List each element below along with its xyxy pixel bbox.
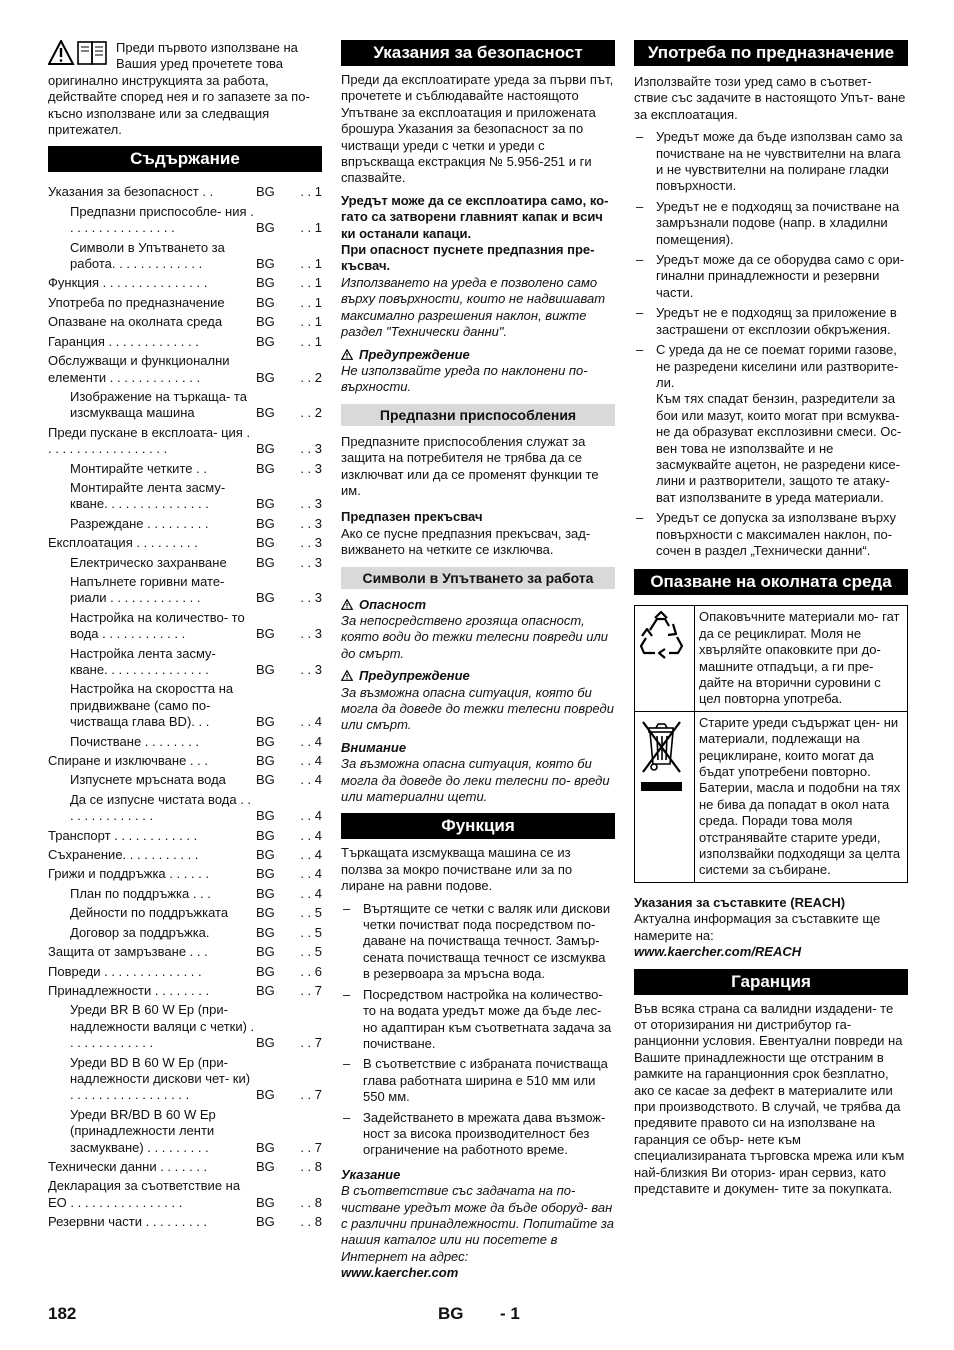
switch-text: Ако се пусне предпазния прекъсвач, зад- вижването на четките се изключва.: [341, 525, 591, 558]
toc-entry-lang: BG: [256, 184, 275, 200]
toc-entry-lang: BG: [256, 590, 275, 606]
toc-entry-page: . . 6: [300, 963, 322, 979]
toc-entry[interactable]: [48, 535, 322, 551]
toc-entry-title: Експлоатация . . . . . . . . .: [48, 535, 198, 551]
toc-entry-page: . . 5: [300, 924, 322, 940]
toc-entry-lang: BG: [256, 460, 275, 476]
toc-entry-title: Преди пускане в експлоата- ция . . . . . . . . . . . . . . . . . .: [48, 424, 251, 457]
toc-entry[interactable]: [48, 1214, 322, 1230]
toc-entry-lang: BG: [256, 905, 275, 921]
toc-entry-lang: BG: [256, 626, 275, 642]
toc-entry-title: Настройка на количество- то вода . . . . . . . . . . . .: [70, 609, 245, 642]
toc-entry[interactable]: [48, 681, 322, 730]
toc-entry-lang: BG: [256, 847, 275, 863]
toc-entry-lang: BG: [256, 1139, 275, 1155]
toc-entry-lang: BG: [256, 1214, 275, 1230]
recycling-icon: [638, 610, 685, 660]
toc-entry-lang: BG: [256, 220, 275, 236]
toc-entry-title: Уреди BD B 60 W Ep (при- надлежности дискови чет- ки) . . . . . . . . . . . . . . . . .: [70, 1054, 251, 1103]
list-item: – Уредът се допуска за използване върху повърхности с максимален наклон, по- сочен в раздел „Технически данни“.: [634, 510, 908, 559]
toc-entry-title: Указания за безопасност . .: [48, 184, 214, 200]
toc-entry-page: . . 3: [300, 662, 322, 677]
function-list: [341, 901, 615, 1159]
toc-entry[interactable]: [48, 389, 322, 422]
toc-entry-page: . . 4: [300, 827, 322, 843]
environment-table: [634, 605, 908, 883]
list-item: – Задействането в мрежата дава възмож- ност за висока производителност без ограничение на работното време.: [341, 1110, 615, 1159]
list-item: – Уредът може да бъде използван само за почистване на не чувствителни на влага и не чувствителни на полиране гладки повърхности.: [634, 129, 908, 195]
toc-entry-title: Технически данни . . . . . . .: [48, 1158, 208, 1174]
toc-entry[interactable]: [48, 925, 322, 941]
safety-paragraph-3: При опасност пуснете предпазния пре- късвач.: [341, 242, 595, 274]
toc-entry-title: Уреди BR B 60 W Ep (при- надлежности валяци с четки) . . . . . . . . . . . . .: [70, 1002, 255, 1051]
toc-entry-lang: BG: [256, 333, 275, 349]
table-of-contents: [48, 184, 322, 1230]
toc-entry-page: . . 7: [300, 1139, 322, 1155]
toc-entry-lang: BG: [256, 753, 275, 769]
toc-entry[interactable]: [48, 204, 322, 237]
toc-entry-title: Предпазни приспособле- ния . . . . . . . . . . . . . . . .: [70, 203, 254, 236]
toc-entry-page: . . 4: [300, 733, 322, 749]
toc-entry-title: Монтирайте четките . .: [70, 460, 207, 476]
toc-entry-page: . . 4: [300, 885, 322, 901]
toc-entry[interactable]: [48, 353, 322, 386]
toc-entry[interactable]: [48, 480, 322, 513]
toc-entry[interactable]: [48, 1002, 322, 1051]
toc-entry-title: Изображение на търкаща- та изсмукваща машина: [70, 388, 247, 421]
toc-entry-title: Дейности по поддръжката: [70, 905, 229, 921]
reach-text: Актуална информация за съставките ще намерите на:: [634, 911, 881, 943]
reach-url[interactable]: www.kaercher.com/REACH: [634, 944, 802, 960]
toc-entry-lang: BG: [256, 554, 275, 570]
toc-entry-page: . . 1: [300, 184, 322, 200]
toc-entry[interactable]: [48, 184, 322, 200]
intro-text: Преди първото използване на Вашия уред прочетете това оригинално инструкцията за работа, действайте според нея и го запазете за по-късно използване или за следващия притежател.: [48, 40, 310, 138]
toc-entry-lang: BG: [256, 441, 275, 457]
toc-entry-title: Обслужващи и функционални елементи . . . . . . . . . . . . .: [48, 353, 230, 385]
list-item-extra: Към тях спадат бензин, разредители за бои или мазут, които могат при всмуква- не да образуват експлозивни смеси. Ос- вен това не използвайте и не засмуквайте ацетон, не разредени кисе- лини и разтворители, защото те атаку- ват използваните в уреда материали.: [656, 391, 902, 505]
weee-text: Старите уреди съдържат цен- ни материали, подлежащи на рециклиране, които могат да бъдат употребени повторно. Батерии, масла и подобни на тях не бива да попадат в окол ната среда. Поради това моля отстранявайте старите уреди, използвайки подходящи за целта системи за събиране.: [695, 711, 908, 882]
toc-entry-lang: BG: [256, 535, 275, 551]
toc-entry-lang: BG: [256, 294, 275, 310]
toc-entry-lang: BG: [256, 733, 275, 749]
toc-entry-title: Да се изпусне чистата вода . . . . . . . . . . . . . .: [70, 791, 252, 824]
toc-entry-lang: BG: [256, 1087, 275, 1103]
danger-triangle-icon: [341, 599, 353, 610]
warning-triangle-icon: [341, 670, 353, 681]
toc-entry-page: . . 3: [300, 590, 322, 606]
toc-entry-lang: BG: [256, 827, 275, 843]
toc-entry-page: . . 4: [300, 808, 322, 824]
toc-entry-page: . . 2: [300, 405, 322, 421]
toc-entry-lang: BG: [256, 275, 275, 291]
toc-entry-title: Настройка лента засму- кване. . . . . . . . . . . . . . .: [70, 645, 216, 677]
toc-entry[interactable]: [48, 905, 322, 921]
toc-entry-title: Защита от замръзване . . .: [48, 944, 208, 960]
toc-entry[interactable]: [48, 461, 322, 477]
environment-heading: Опазване на околната среда: [634, 569, 908, 595]
list-item: – С уреда да не се поемат горими газове, не разредени киселини или разтворите- ли. Към тях спадат бензин, разредители за бои или мазут, които могат при всмуква- не да образуват експлозивни смеси. Ос- вен това не използвайте и не засмуквайте ацетон, не разредени кисе- лини и разтворители, защото те атаку- ват използваните в уреда материали.: [634, 342, 908, 506]
intro-block: [48, 40, 322, 138]
warranty-heading: Гаранция: [634, 969, 908, 995]
toc-entry[interactable]: [48, 847, 322, 863]
caution-text: За възможна опасна ситуация, която би могла да доведе до леки телесни по- вреди или материални щети.: [341, 756, 610, 805]
column-left: [48, 40, 322, 1234]
recycling-text: Опаковъчните материали мо- гат да се рециклират. Моля не хвърляйте опаковките при до- машните отпадъци, а ги пре- дайте на вторични суровини с цел повторна употреба.: [695, 606, 908, 711]
toc-entry[interactable]: [48, 314, 322, 330]
toc-entry[interactable]: [48, 753, 322, 769]
toc-entry-title: Електрическо захранване: [70, 554, 227, 570]
toc-entry-title: Почистване . . . . . . . .: [70, 733, 199, 749]
toc-entry-page: . . 7: [300, 1035, 322, 1051]
toc-entry-lang: BG: [256, 496, 275, 512]
function-heading: Функция: [341, 813, 615, 839]
toc-entry[interactable]: [48, 1107, 322, 1156]
toc-entry[interactable]: [48, 574, 322, 607]
toc-entry-page: . . 4: [300, 753, 322, 769]
toc-entry-title: Договор за поддръжка.: [70, 924, 210, 940]
toc-entry-title: Принадлежности . . . . . . . .: [48, 982, 210, 998]
intended-heading: Употреба по предназначение: [634, 40, 908, 66]
danger-label: Опасност: [341, 597, 615, 613]
toc-entry[interactable]: [48, 1055, 322, 1104]
toc-entry-lang: BG: [256, 1158, 275, 1174]
toc-entry-page: . . 3: [300, 515, 322, 531]
toc-entry-title: Опазване на околната среда: [48, 314, 223, 330]
toc-entry-title: Гаранция . . . . . . . . . . . . .: [48, 333, 199, 349]
toc-entry[interactable]: [48, 964, 322, 980]
toc-entry-page: . . 4: [300, 847, 322, 863]
toc-entry-title: Настройка на скоростта на придвижване (само по- чистваща глава BD). . .: [70, 681, 234, 730]
toc-entry-title: Разреждане . . . . . . . . .: [70, 515, 209, 531]
warning-label: Предупреждение: [341, 668, 615, 684]
warning-triangle-icon: [341, 349, 353, 360]
toc-entry[interactable]: [48, 295, 322, 311]
toc-entry-title: Грижи и поддръжка . . . . . .: [48, 866, 209, 882]
table-row: [635, 606, 908, 711]
toc-entry-lang: BG: [256, 982, 275, 998]
toc-entry-page: . . 7: [300, 1087, 322, 1103]
toc-entry-page: . . 3: [300, 496, 322, 512]
devices-heading: Предпазни приспособления: [341, 404, 615, 426]
toc-entry[interactable]: [48, 944, 322, 960]
toc-entry-page: . . 3: [300, 626, 322, 642]
intended-list: [634, 129, 908, 559]
toc-entry[interactable]: [48, 425, 322, 458]
toc-entry-page: . . 1: [300, 294, 322, 310]
toc-entry-title: Изпуснете мръсната вода: [70, 772, 226, 788]
safety-paragraph-1: Преди да експлоатирате уреда за първи път, прочетете и съблюдавайте настоящото Упътване за експлоатация и приложената брошура Указания за безопасност за по чистващи уреди с четки и уреди с впръскваща екстракция № 5.956-251 и ги спазвайте.: [341, 72, 614, 186]
list-item: – В съответствие с избраната почистваща глава работната ширина е 510 мм или 550 мм.: [341, 1056, 615, 1105]
note-url[interactable]: www.kaercher.com: [341, 1265, 459, 1281]
list-item: – Уредът не е подходящ за почистване на замръзнали подове (напр. в хладилни помещения).: [634, 199, 908, 248]
toc-entry-title: Съхранение. . . . . . . . . . .: [48, 847, 199, 863]
toc-entry[interactable]: [48, 646, 322, 679]
toc-entry-page: . . 8: [300, 1214, 322, 1230]
toc-entry[interactable]: [48, 275, 322, 291]
devices-text: Предпазните приспособления служат за защита на потребителя не трябва да се изключват или да се променят функции те им.: [341, 433, 599, 498]
symbols-heading: Символи в Упътването за работа: [341, 567, 615, 589]
toc-entry[interactable]: [48, 555, 322, 571]
safety-warning-label: Предупреждение: [341, 347, 615, 363]
toc-entry-page: . . 4: [300, 714, 322, 730]
toc-entry-lang: BG: [256, 963, 275, 979]
toc-entry[interactable]: [48, 240, 322, 273]
toc-entry-lang: BG: [256, 808, 275, 824]
danger-text: За непосредствено грозяща опасност, която води до тежки телесни повреди или до смърт.: [341, 612, 609, 661]
toc-entry-page: . . 3: [300, 535, 322, 551]
toc-entry-lang: BG: [256, 1035, 275, 1051]
toc-entry-title: Транспорт . . . . . . . . . . . .: [48, 827, 198, 843]
intended-intro: Използвайте този уред само в съответ- ствие със задачите в настоящото Упът- ване за експлоатация.: [634, 74, 906, 122]
footer-section-page: - 1: [500, 1304, 520, 1323]
toc-entry-lang: BG: [256, 866, 275, 882]
safety-paragraph-2: Уредът може да се експлоатира само, ко- гато са затворени главният капак и всич ки останали капаци.: [341, 192, 609, 241]
toc-entry-page: . . 4: [300, 866, 322, 882]
switch-heading: Предпазен прекъсвач: [341, 509, 483, 525]
toc-entry-title: Декларация за съответствие на ЕО . . . . . . . . . . . . . . . .: [48, 1178, 241, 1210]
toc-entry[interactable]: [48, 516, 322, 532]
toc-entry-title: Употреба по предназначение: [48, 294, 225, 310]
toc-entry[interactable]: [48, 792, 322, 825]
toc-entry[interactable]: [48, 866, 322, 882]
toc-entry[interactable]: [48, 772, 322, 788]
caution-label: Внимание: [341, 739, 407, 755]
warning-text: За възможна опасна ситуация, която би могла да доведе до тежки телесни повреди или смърт.: [341, 684, 614, 733]
function-intro: Търкащата изсмукваща машина се из ползва за мокро почистване или за по лиране на равни подове.: [341, 845, 573, 894]
toc-entry[interactable]: [48, 886, 322, 902]
toc-entry-page: . . 8: [300, 1158, 322, 1174]
toc-entry-page: . . 1: [300, 275, 322, 291]
toc-entry[interactable]: [48, 1178, 322, 1211]
toc-entry-title: Функция . . . . . . . . . . . . . . .: [48, 275, 208, 291]
note-label: Указание: [341, 1166, 401, 1182]
toc-entry-lang: BG: [256, 924, 275, 940]
toc-entry-page: . . 3: [300, 441, 322, 457]
toc-entry-page: . . 3: [300, 460, 322, 476]
list-item: – Уредът може да се оборудва само с ори- гинални принадлежности и резервни части.: [634, 252, 908, 301]
toc-entry-lang: BG: [256, 515, 275, 531]
page-number: 182: [48, 1304, 77, 1323]
toc-entry-page: . . 4: [300, 772, 322, 788]
toc-entry-title: Резервни части . . . . . . . . .: [48, 1214, 208, 1230]
toc-entry-lang: BG: [256, 662, 275, 677]
toc-entry-title: Повреди . . . . . . . . . . . . . .: [48, 963, 202, 979]
warranty-text: Във всяка страна са валидни издадени- те от оторизирания ни дистрибутор га- ранционни условия. Евентуални повреди на Вашите принадлежности ще отстраним в рамките на гаранционния срок безплатно, ако се касае за дефект в материалите или при производството. В случай, че трябва да предявите правото си на използване на гаранция се обър- нете към специализираната търговска мрежа или към най-близкия Ви оториз- иран сервиз, като представите и докумен- тите за покупката.: [634, 1000, 905, 1196]
toc-entry-lang: BG: [256, 314, 275, 330]
footer-language: BG: [438, 1304, 464, 1323]
toc-entry-title: Уреди BR/BD B 60 W Ep (принадлежности ленти засмукване) . . . . . . . . .: [70, 1106, 216, 1155]
toc-heading: Съдържание: [48, 146, 322, 172]
toc-entry[interactable]: [48, 828, 322, 844]
toc-entry[interactable]: [48, 334, 322, 350]
safety-warning-text: Не използвайте уреда по наклонени по- върхности.: [341, 362, 588, 395]
column-right: [634, 40, 908, 1203]
toc-entry-lang: BG: [256, 256, 275, 272]
safety-paragraph-4: Използването на уреда е позволено само върху повърхности, които не надвишават максимално разрешения наклон, вижте раздел "Технически данни".: [341, 274, 606, 340]
toc-entry-page: . . 1: [300, 333, 322, 349]
note-text: В съответствие със задачата на по- чистване уредът може да бъде оборуд- ван с различни принадлежности. Попитайте за нашия каталог или ни посетете в Интернет на адрес:: [341, 1183, 615, 1264]
toc-entry-title: План по поддръжка . . .: [70, 885, 211, 901]
toc-entry-title: Спиране и изключване . . .: [48, 753, 208, 769]
toc-entry-page: . . 1: [300, 220, 322, 236]
toc-entry[interactable]: [48, 610, 322, 643]
safety-heading: Указания за безопасност: [341, 40, 615, 66]
toc-entry-page: . . 3: [300, 554, 322, 570]
toc-entry-lang: BG: [256, 714, 275, 730]
toc-entry[interactable]: [48, 734, 322, 750]
toc-entry-page: . . 7: [300, 982, 322, 998]
toc-entry[interactable]: [48, 1159, 322, 1175]
table-row: [635, 711, 908, 882]
toc-entry-lang: BG: [256, 405, 275, 421]
toc-entry-page: . . 1: [300, 256, 322, 272]
toc-entry-page: . . 8: [300, 1194, 322, 1210]
toc-entry-title: Символи в Упътването за работа. . . . . . . . . . . . .: [70, 239, 225, 272]
column-middle: [341, 40, 615, 1288]
toc-entry[interactable]: [48, 983, 322, 999]
toc-entry-page: . . 5: [300, 905, 322, 921]
warning-manual-icon: [48, 40, 110, 66]
toc-entry-page: . . 1: [300, 314, 322, 330]
list-item: – Посредством настройка на количество- то на водата уредът може да бъде лес- но адаптиран към съответната задача за почистване.: [341, 987, 615, 1053]
toc-entry-title: Напълнете горивни мате- риали . . . . . . . . . . . . .: [70, 573, 225, 606]
toc-entry-lang: BG: [256, 772, 275, 788]
toc-entry-lang: BG: [256, 885, 275, 901]
toc-entry-lang: BG: [256, 944, 275, 960]
toc-entry-page: . . 5: [300, 944, 322, 960]
list-item: – Въртящите се четки с валяк или дискови четки почистват пода посредством по- даване на почистваща течност. Замър- сената почистваща течност се изсмуква в резервоара за мръсна вода.: [341, 901, 615, 983]
list-item: – Уредът не е подходящ за приложение в застрашени от експлозии обкръжения.: [634, 305, 908, 338]
toc-entry-lang: BG: [256, 1194, 275, 1210]
toc-entry-lang: BG: [256, 369, 275, 385]
crossed-bin-icon: [638, 716, 685, 798]
toc-entry-title: Монтирайте лента засму- кване. . . . . . . . . . . . . . .: [70, 479, 226, 512]
toc-entry-page: . . 2: [300, 369, 322, 385]
reach-heading: Указания за съставките (REACH): [634, 894, 846, 910]
